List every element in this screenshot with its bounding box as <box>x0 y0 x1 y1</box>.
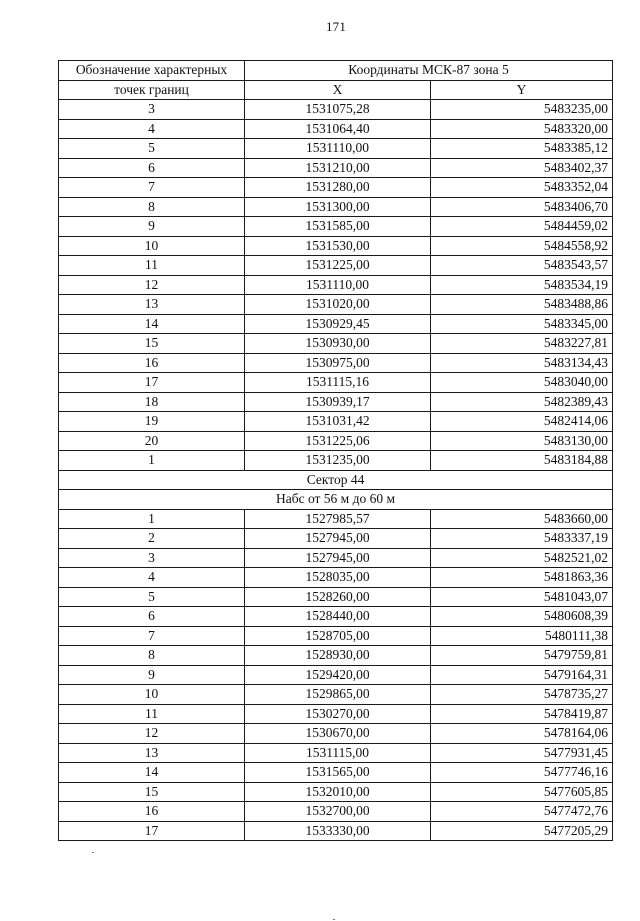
x-coordinate-cell: 1531225,06 <box>245 431 431 451</box>
table-row <box>59 431 613 451</box>
table-row <box>59 821 613 841</box>
point-number-cell: 15 <box>59 334 245 354</box>
x-coordinate-cell: 1532700,00 <box>245 802 431 822</box>
table-row <box>59 548 613 568</box>
header-row-2 <box>59 80 613 100</box>
y-coordinate-cell: 5483184,88 <box>431 451 613 471</box>
y-coordinate-cell: 5483320,00 <box>431 119 613 139</box>
table-row <box>59 704 613 724</box>
x-coordinate-cell: 1530270,00 <box>245 704 431 724</box>
y-coordinate-cell: 5477605,85 <box>431 782 613 802</box>
coordinates-table <box>58 60 613 841</box>
table-row <box>59 568 613 588</box>
point-number-cell: 9 <box>59 217 245 237</box>
table-row <box>59 529 613 549</box>
table-row <box>59 685 613 705</box>
y-coordinate-cell: 5480608,39 <box>431 607 613 627</box>
y-coordinate-cell: 5483488,86 <box>431 295 613 315</box>
y-coordinate-cell: 5479164,31 <box>431 665 613 685</box>
header-row-1 <box>59 61 613 81</box>
table-row <box>59 392 613 412</box>
point-number-cell: 2 <box>59 529 245 549</box>
x-coordinate-cell: 1531225,00 <box>245 256 431 276</box>
sector-subtitle-row <box>59 490 613 510</box>
x-coordinate-cell: 1532010,00 <box>245 782 431 802</box>
table-row <box>59 119 613 139</box>
table-row <box>59 724 613 744</box>
table-row <box>59 782 613 802</box>
x-coordinate-cell: 1533330,00 <box>245 821 431 841</box>
y-coordinate-cell: 5478735,27 <box>431 685 613 705</box>
table-row <box>59 100 613 120</box>
point-number-cell: 18 <box>59 392 245 412</box>
x-coordinate-cell: 1531110,00 <box>245 275 431 295</box>
point-number-cell: 1 <box>59 451 245 471</box>
point-number-cell: 4 <box>59 568 245 588</box>
y-coordinate-cell: 5483337,19 <box>431 529 613 549</box>
x-coordinate-cell: 1527945,00 <box>245 548 431 568</box>
header-x: X <box>245 80 431 100</box>
y-coordinate-cell: 5478419,87 <box>431 704 613 724</box>
table-row <box>59 353 613 373</box>
x-coordinate-cell: 1530975,00 <box>245 353 431 373</box>
x-coordinate-cell: 1530929,45 <box>245 314 431 334</box>
table-row <box>59 295 613 315</box>
y-coordinate-cell: 5482389,43 <box>431 392 613 412</box>
x-coordinate-cell: 1529865,00 <box>245 685 431 705</box>
table-row <box>59 314 613 334</box>
y-coordinate-cell: 5482414,06 <box>431 412 613 432</box>
x-coordinate-cell: 1531530,00 <box>245 236 431 256</box>
sector-title: Сектор 44 <box>59 470 613 490</box>
y-coordinate-cell: 5483406,70 <box>431 197 613 217</box>
x-coordinate-cell: 1530670,00 <box>245 724 431 744</box>
table-row <box>59 412 613 432</box>
y-coordinate-cell: 5483534,19 <box>431 275 613 295</box>
x-coordinate-cell: 1531565,00 <box>245 763 431 783</box>
y-coordinate-cell: 5483402,37 <box>431 158 613 178</box>
table-row <box>59 236 613 256</box>
point-number-cell: 6 <box>59 158 245 178</box>
table-row <box>59 178 613 198</box>
x-coordinate-cell: 1528930,00 <box>245 646 431 666</box>
y-coordinate-cell: 5477746,16 <box>431 763 613 783</box>
y-coordinate-cell: 5480111,38 <box>431 626 613 646</box>
sector-subtitle: Набс от 56 м до 60 м <box>59 490 613 510</box>
table-row <box>59 139 613 159</box>
point-number-cell: 17 <box>59 373 245 393</box>
y-coordinate-cell: 5481863,36 <box>431 568 613 588</box>
x-coordinate-cell: 1531115,00 <box>245 743 431 763</box>
point-number-cell: 5 <box>59 587 245 607</box>
y-coordinate-cell: 5477931,45 <box>431 743 613 763</box>
x-coordinate-cell: 1527945,00 <box>245 529 431 549</box>
table-row <box>59 665 613 685</box>
point-number-cell: 12 <box>59 724 245 744</box>
point-number-cell: 20 <box>59 431 245 451</box>
y-coordinate-cell: 5484558,92 <box>431 236 613 256</box>
header-point-label <box>59 61 245 81</box>
x-coordinate-cell: 1530930,00 <box>245 334 431 354</box>
header-point-label-line-2: точек границ <box>114 81 189 97</box>
point-number-cell: 5 <box>59 139 245 159</box>
y-coordinate-cell: 5477205,29 <box>431 821 613 841</box>
table-row <box>59 256 613 276</box>
point-number-cell: 14 <box>59 763 245 783</box>
x-coordinate-cell: 1531235,00 <box>245 451 431 471</box>
x-coordinate-cell: 1531075,28 <box>245 100 431 120</box>
y-coordinate-cell: 5477472,76 <box>431 802 613 822</box>
y-coordinate-cell: 5478164,06 <box>431 724 613 744</box>
table-row <box>59 509 613 529</box>
y-coordinate-cell: 5483235,00 <box>431 100 613 120</box>
y-coordinate-cell: 5484459,02 <box>431 217 613 237</box>
point-number-cell: 15 <box>59 782 245 802</box>
y-coordinate-cell: 5483227,81 <box>431 334 613 354</box>
y-coordinate-cell: 5479759,81 <box>431 646 613 666</box>
point-number-cell: 9 <box>59 665 245 685</box>
sector-title-row <box>59 470 613 490</box>
point-number-cell: 12 <box>59 275 245 295</box>
x-coordinate-cell: 1531300,00 <box>245 197 431 217</box>
point-number-cell: 10 <box>59 236 245 256</box>
x-coordinate-cell: 1528440,00 <box>245 607 431 627</box>
y-coordinate-cell: 5483130,00 <box>431 431 613 451</box>
point-number-cell: 14 <box>59 314 245 334</box>
point-number-cell: 16 <box>59 802 245 822</box>
point-number-cell: 8 <box>59 646 245 666</box>
table-row <box>59 158 613 178</box>
point-number-cell: 4 <box>59 119 245 139</box>
point-number-cell: 3 <box>59 100 245 120</box>
y-coordinate-cell: 5483660,00 <box>431 509 613 529</box>
x-coordinate-cell: 1530939,17 <box>245 392 431 412</box>
table-row <box>59 334 613 354</box>
table-row <box>59 646 613 666</box>
page-number: 171 <box>325 19 347 34</box>
x-coordinate-cell: 1531064,40 <box>245 119 431 139</box>
y-coordinate-cell: 5483345,00 <box>431 314 613 334</box>
point-number-cell: 10 <box>59 685 245 705</box>
table-row <box>59 373 613 393</box>
point-number-cell: 8 <box>59 197 245 217</box>
y-coordinate-cell: 5482521,02 <box>431 548 613 568</box>
header-point-label-line-1: Обозначение характерных <box>75 62 228 78</box>
y-coordinate-cell: 5483352,04 <box>431 178 613 198</box>
point-number-cell: 17 <box>59 821 245 841</box>
table-row <box>59 743 613 763</box>
x-coordinate-cell: 1528035,00 <box>245 568 431 588</box>
point-number-cell: 7 <box>59 626 245 646</box>
point-number-cell: 19 <box>59 412 245 432</box>
x-coordinate-cell: 1531110,00 <box>245 139 431 159</box>
table-row <box>59 626 613 646</box>
table-row <box>59 197 613 217</box>
x-coordinate-cell: 1531280,00 <box>245 178 431 198</box>
table-row <box>59 217 613 237</box>
point-number-cell: 13 <box>59 743 245 763</box>
x-coordinate-cell: 1528705,00 <box>245 626 431 646</box>
scan-speck <box>333 919 335 920</box>
table-row <box>59 275 613 295</box>
y-coordinate-cell: 5483543,57 <box>431 256 613 276</box>
y-coordinate-cell: 5483385,12 <box>431 139 613 159</box>
x-coordinate-cell: 1531115,16 <box>245 373 431 393</box>
x-coordinate-cell: 1528260,00 <box>245 587 431 607</box>
table-row <box>59 607 613 627</box>
x-coordinate-cell: 1529420,00 <box>245 665 431 685</box>
point-number-cell: 16 <box>59 353 245 373</box>
header-point-label-cont <box>59 80 245 100</box>
y-coordinate-cell: 5483134,43 <box>431 353 613 373</box>
point-number-cell: 1 <box>59 509 245 529</box>
table-row <box>59 763 613 783</box>
scan-speck <box>92 852 94 853</box>
point-number-cell: 11 <box>59 256 245 276</box>
x-coordinate-cell: 1531031,42 <box>245 412 431 432</box>
header-y: Y <box>431 80 613 100</box>
x-coordinate-cell: 1531585,00 <box>245 217 431 237</box>
x-coordinate-cell: 1527985,57 <box>245 509 431 529</box>
table-row <box>59 802 613 822</box>
table-row <box>59 451 613 471</box>
x-coordinate-cell: 1531210,00 <box>245 158 431 178</box>
x-coordinate-cell: 1531020,00 <box>245 295 431 315</box>
coordinates-table-body <box>59 61 613 841</box>
point-number-cell: 13 <box>59 295 245 315</box>
point-number-cell: 11 <box>59 704 245 724</box>
point-number-cell: 6 <box>59 607 245 627</box>
header-coordinates-title: Координаты МСК-87 зона 5 <box>245 61 613 81</box>
y-coordinate-cell: 5481043,07 <box>431 587 613 607</box>
y-coordinate-cell: 5483040,00 <box>431 373 613 393</box>
table-row <box>59 587 613 607</box>
point-number-cell: 3 <box>59 548 245 568</box>
point-number-cell: 7 <box>59 178 245 198</box>
